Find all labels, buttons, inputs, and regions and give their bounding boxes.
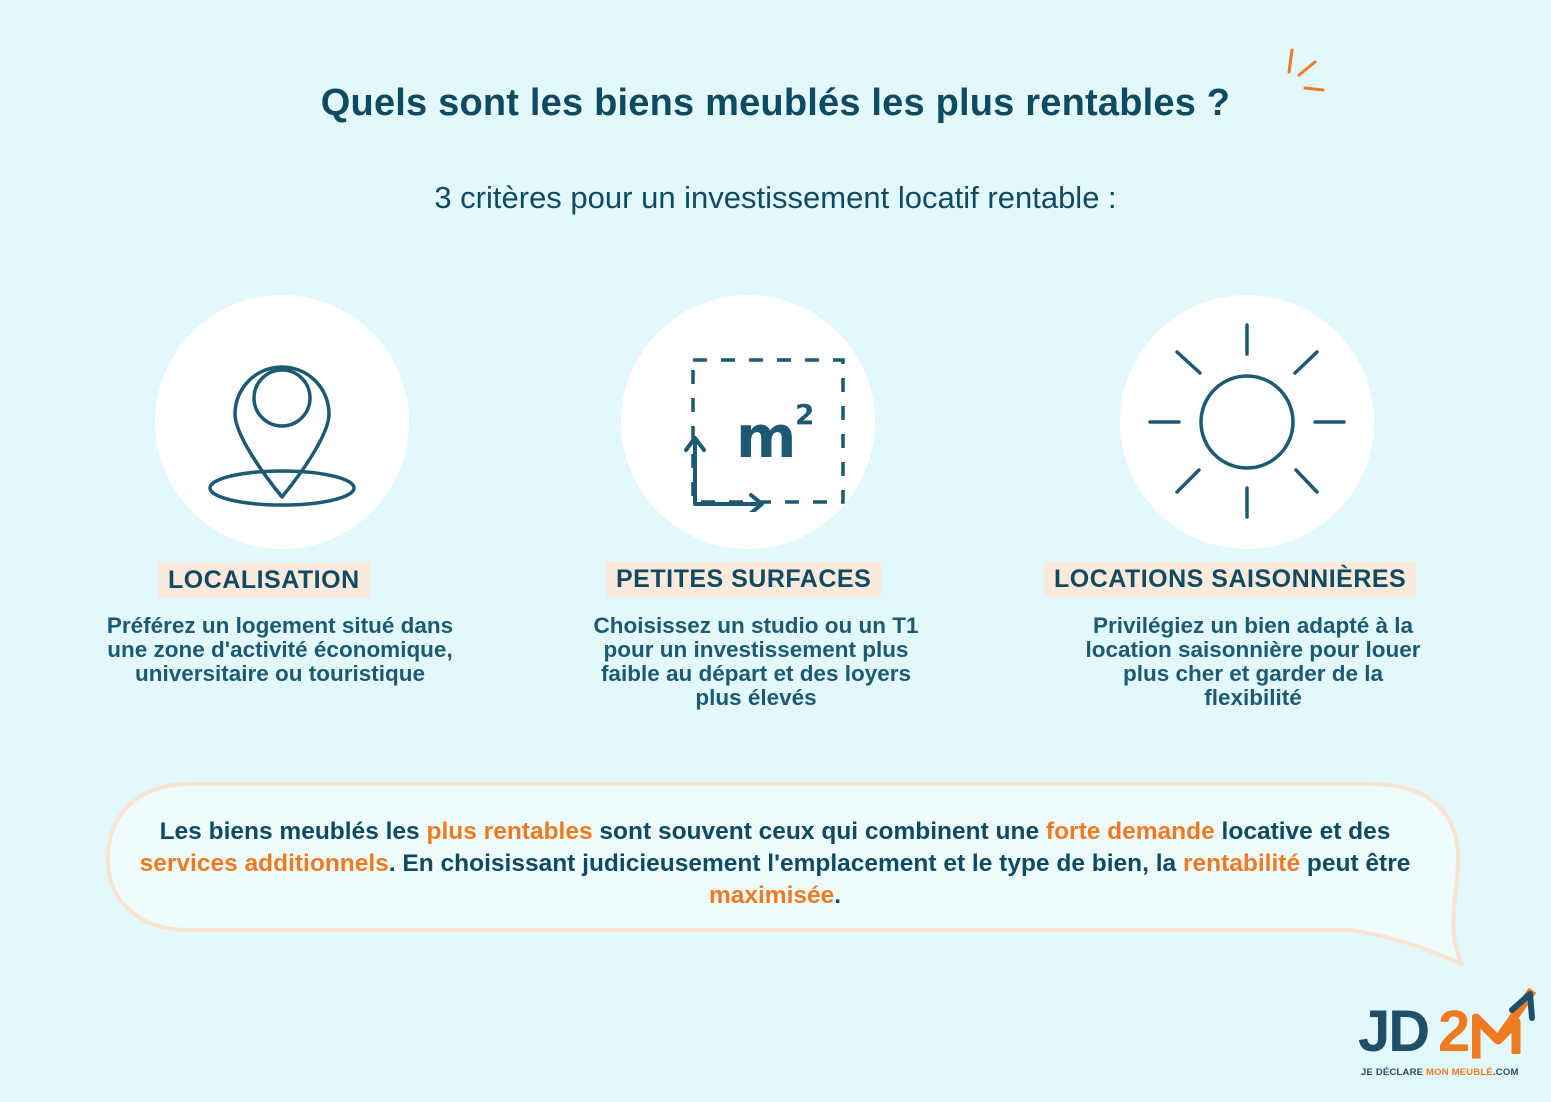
highlight-rentabilite: rentabilité xyxy=(1182,850,1301,877)
highlight-maximisee: maximisée xyxy=(708,882,835,909)
logo-m-checkmark-icon xyxy=(1472,988,1536,1060)
square-meter-icon xyxy=(648,332,848,512)
criterion-description-seasonal: Privilégiez un bien adapté à la location saisonnière pour louer plus cher et garder de la flexibilité xyxy=(1085,613,1421,710)
jd2m-logo xyxy=(1358,988,1538,1083)
m-icon-text: m xyxy=(736,403,797,471)
map-pin-icon xyxy=(202,327,362,517)
logo-tagline: JE DÉCLARE MON MEUBLÉ.COM xyxy=(1361,1067,1519,1078)
criterion-heading-seasonal: LOCATIONS SAISONNIÈRES xyxy=(1044,562,1416,597)
criterion-description-surfaces: Choisissez un studio ou un T1 pour un investissement plus faible au départ et des loyers plus élevés xyxy=(593,613,919,710)
highlight-forte-demande: forte demande xyxy=(1045,818,1215,845)
logo-jd: JD xyxy=(1358,999,1429,1064)
sparkle-icon xyxy=(1285,42,1335,94)
highlight-plus-rentables: plus rentables xyxy=(426,818,593,845)
page-subtitle: 3 critères pour un investissement locatif rentable : xyxy=(434,180,1117,215)
callout-text: Les biens meublés les plus rentables sont souvent ceux qui combinent une forte demande locative et des services additionnels. En choisissant judicieusement l'emplacement et le type de bien, la rentabilité peut être maximisée. xyxy=(139,818,1411,909)
m-icon-superscript: 2 xyxy=(795,398,815,431)
logo-2: 2 xyxy=(1438,999,1471,1064)
criterion-description-location: Préférez un logement situé dans une zone d'activité économique, universitaire ou touristique xyxy=(106,613,454,686)
highlight-services: services additionnels xyxy=(139,850,389,877)
sun-icon xyxy=(1142,317,1352,527)
location-icon-circle xyxy=(155,295,409,549)
criterion-heading-surfaces: PETITES SURFACES xyxy=(606,562,881,597)
page-title: Quels sont les biens meublés les plus rentables ? xyxy=(320,82,1231,124)
surface-icon-circle xyxy=(621,295,875,549)
seasonal-icon-circle xyxy=(1120,295,1374,549)
criterion-heading-location: LOCALISATION xyxy=(158,563,370,598)
